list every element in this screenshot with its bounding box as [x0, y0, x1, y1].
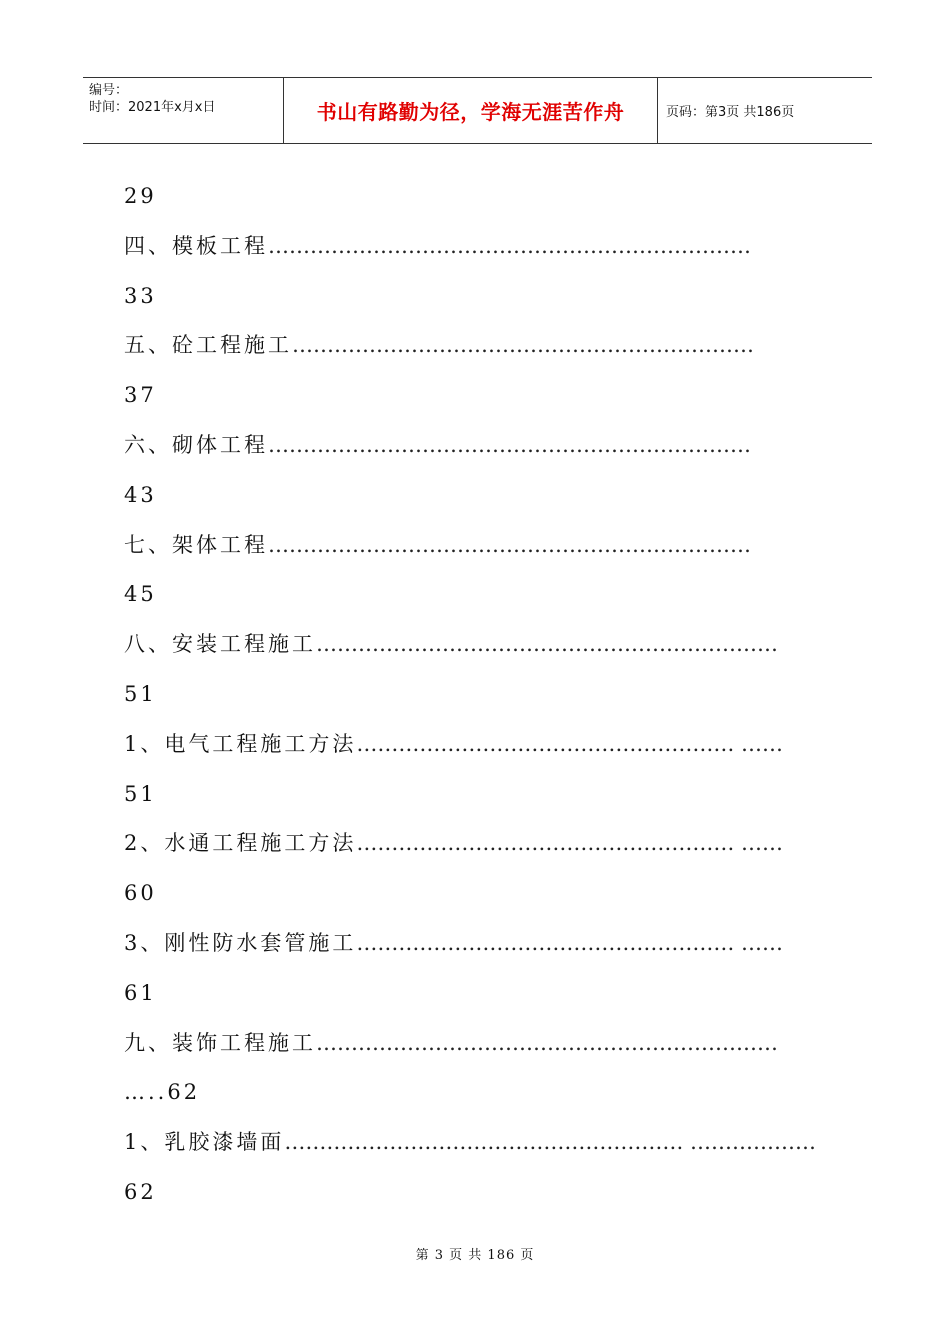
toc-line[interactable] — [124, 1174, 830, 1224]
toc-leader-dots: …………………………………………………………… — [268, 432, 751, 457]
toc-line-text: 3、刚性防水套管施工 — [124, 930, 357, 955]
toc-leader-dots: ………………………………………………… ……………… — [284, 1130, 817, 1155]
toc-line[interactable] — [124, 278, 830, 328]
table-of-contents — [124, 178, 830, 1224]
toc-line-text: 51 — [124, 681, 157, 706]
toc-line-text: 33 — [124, 283, 157, 308]
toc-leader-dots: ………………………………………………………… — [316, 1030, 778, 1055]
toc-line[interactable] — [124, 626, 830, 676]
toc-line[interactable] — [124, 1124, 830, 1174]
toc-leader-dots: ………………………………………………………… — [316, 632, 778, 657]
toc-line-text: 43 — [124, 482, 157, 507]
toc-line-text: 九、装饰工程施工 — [124, 1030, 316, 1055]
toc-line[interactable] — [124, 975, 830, 1025]
document-time-label: 时间：2021年x月x日 — [89, 100, 216, 115]
toc-leader-dots: ………………………………………………………… — [292, 333, 754, 358]
toc-line[interactable] — [124, 925, 830, 975]
header-motto: 书山有路勤为径，学海无涯苦作舟 — [283, 78, 658, 143]
toc-line[interactable] — [124, 327, 830, 377]
toc-line-text: 62 — [124, 1179, 157, 1204]
toc-line[interactable] — [124, 576, 830, 626]
toc-line[interactable] — [124, 178, 830, 228]
toc-line[interactable] — [124, 477, 830, 527]
toc-leader-dots: ……………………………………………… …… — [356, 731, 784, 756]
toc-line[interactable] — [124, 1074, 830, 1124]
toc-line-text: 29 — [124, 184, 157, 208]
toc-line-text: 37 — [124, 383, 157, 408]
toc-line-text: 1、电气工程施工方法 — [124, 731, 357, 756]
toc-line-text: 六、砌体工程 — [124, 432, 268, 457]
document-number-label: 编号： — [89, 83, 129, 98]
toc-line-text: 51 — [124, 781, 157, 806]
toc-line-text: 2、水通工程施工方法 — [124, 831, 357, 856]
toc-line[interactable] — [124, 377, 830, 427]
toc-line[interactable] — [124, 427, 830, 477]
toc-line[interactable] — [124, 1025, 830, 1075]
toc-leader-dots: …………………………………………………………… — [268, 233, 751, 258]
page-footer: 第 3 页 共 186 页 — [415, 1248, 535, 1263]
header-page-info: 页码：第3页 共186页 — [666, 105, 795, 120]
toc-line[interactable] — [124, 875, 830, 925]
toc-line[interactable] — [124, 776, 830, 826]
page-header — [83, 77, 872, 144]
toc-line-text: 45 — [124, 582, 157, 607]
toc-leader-dots: ……………………………………………… …… — [356, 831, 784, 856]
toc-line-text: 61 — [124, 980, 157, 1005]
toc-line-text: 1、乳胶漆墙面 — [124, 1130, 285, 1155]
toc-line-text: 五、砼工程施工 — [124, 333, 292, 358]
toc-line-text: …..62 — [124, 1080, 201, 1105]
toc-line[interactable] — [124, 228, 830, 278]
toc-line[interactable] — [124, 676, 830, 726]
toc-line[interactable] — [124, 825, 830, 875]
toc-line[interactable] — [124, 527, 830, 577]
toc-line[interactable] — [124, 726, 830, 776]
toc-line-text: 四、模板工程 — [124, 233, 268, 258]
toc-line-text: 八、安装工程施工 — [124, 632, 316, 657]
toc-leader-dots: ……………………………………………… …… — [356, 930, 784, 955]
toc-line-text: 七、架体工程 — [124, 532, 268, 557]
header-meta — [83, 78, 283, 143]
toc-line-text: 60 — [124, 881, 157, 906]
toc-leader-dots: …………………………………………………………… — [268, 532, 751, 557]
